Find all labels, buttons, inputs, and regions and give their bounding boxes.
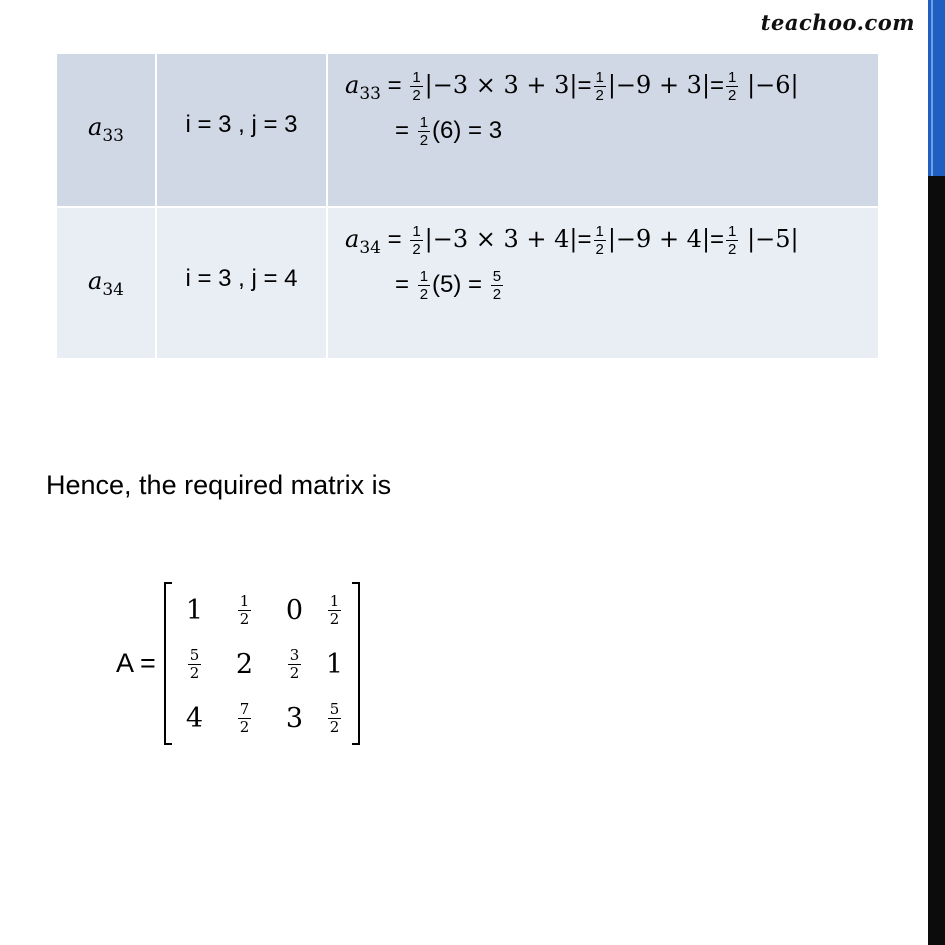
element-name: $a_{34}$	[88, 267, 124, 300]
matrix-cell: 4	[185, 702, 204, 734]
matrix-cell: $\frac{1}{2}$	[239, 591, 250, 628]
matrix-cell: 0	[285, 594, 304, 626]
fraction: $\frac{1}{2}$	[419, 268, 429, 303]
index-cell	[156, 54, 327, 207]
calculation-line: $a_{33}$ = $\frac{1}{2}$ |−3 × 3 + 3|= $\frac{1}{2}$ |−9 + 3|= $\frac{1}{2}$ |−6|	[345, 69, 799, 104]
matrix-cell: 1	[325, 648, 344, 680]
calculation-cell	[327, 54, 879, 207]
matrix-cell: $\frac{5}{2}$	[329, 699, 340, 736]
table-row	[57, 54, 879, 207]
fraction: $\frac{1}{2}$	[595, 223, 604, 258]
matrix-cell: $\frac{7}{2}$	[239, 699, 250, 736]
element-name: $a_{33}$	[88, 113, 124, 146]
index-cell	[156, 207, 327, 359]
fraction: $\frac{1}{2}$	[728, 69, 737, 104]
fraction: $\frac{1}{2}$	[412, 69, 421, 104]
fraction: $\frac{5}{2}$	[492, 268, 502, 303]
calculation-line: $a_{34}$ = $\frac{1}{2}$ |−3 × 3 + 4|= $\frac{1}{2}$ |−9 + 4|= $\frac{1}{2}$ |−5|	[345, 223, 799, 258]
solution-table	[57, 54, 880, 360]
fraction: $\frac{1}{2}$	[412, 223, 421, 258]
index-values: i = 3 , j = 4	[185, 265, 298, 292]
scroll-thumb[interactable]	[928, 0, 945, 176]
matrix-cell: 3	[285, 702, 304, 734]
conclusion-text: Hence, the required matrix is	[46, 470, 392, 500]
index-values: i = 3 , j = 3	[185, 111, 298, 138]
matrix-cell: 2	[235, 648, 254, 680]
calculation-result: = $\frac{1}{2}$ (5) = $\frac{5}{2}$	[395, 268, 502, 303]
matrix-cell: 1	[185, 594, 204, 626]
fraction: $\frac{1}{2}$	[728, 223, 737, 258]
matrix-cell: $\frac{1}{2}$	[329, 591, 340, 628]
teachoo-logo: teachoo.com	[760, 10, 915, 35]
calculation-result: = $\frac{1}{2}$ (6) = 3	[395, 114, 503, 149]
element-cell	[57, 207, 156, 359]
matrix-grid	[172, 584, 352, 744]
fraction: $\frac{1}{2}$	[419, 114, 429, 149]
element-cell	[57, 54, 156, 207]
table-row	[57, 207, 879, 359]
fraction: $\frac{1}{2}$	[595, 69, 604, 104]
calculation-cell	[327, 207, 879, 359]
matrix-cell: $\frac{3}{2}$	[289, 645, 300, 682]
matrix-cell: $\frac{5}{2}$	[189, 645, 200, 682]
matrix-label: A =	[116, 648, 156, 678]
